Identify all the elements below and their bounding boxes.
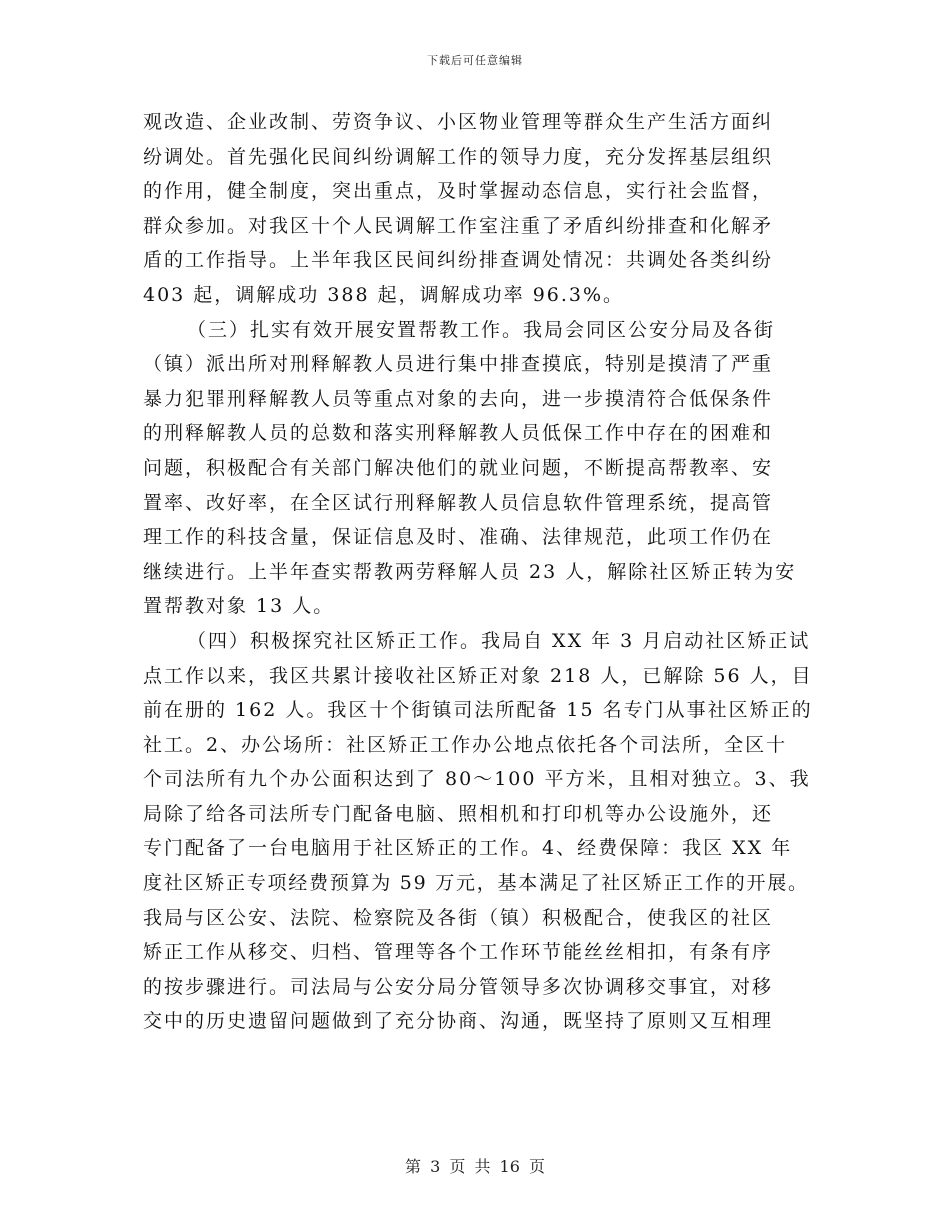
text-line: （三）扎实有效开展安置帮教工作。我局会同区公安分局及各街 — [187, 318, 776, 341]
text-line: 的作用，健全制度，突出重点，及时掌握动态信息，实行社会监督， — [143, 180, 774, 203]
page-header: 下载后可任意编辑 — [427, 54, 523, 67]
text-line: 度社区矫正专项经费预算为 59 万元，基本满足了社区矫正工作的开展。 — [143, 872, 809, 895]
text-line: 交中的历史遗留问题做到了充分协商、沟通，既坚持了原则又互相理 — [143, 1010, 774, 1033]
text-line: （镇）派出所对刑释解教人员进行集中排查摸底，特别是摸清了严重 — [143, 353, 774, 376]
page-number: 第 3 页 共 16 页 — [405, 1157, 545, 1176]
text-line: 纷调处。首先强化民间纠纷调解工作的领导力度，充分发挥基层组织 — [143, 145, 774, 168]
text-line: 群众参加。对我区十个人民调解工作室注重了矛盾纠纷排查和化解矛 — [143, 214, 774, 237]
text-line: 观改造、企业改制、劳资争议、小区物业管理等群众生产生活方面纠 — [143, 111, 774, 133]
text-line: 置率、改好率，在全区试行刑释解教人员信息软件管理系统，提高管 — [143, 491, 774, 514]
text-line: 专门配备了一台电脑用于社区矫正的工作。4、经费保障：我区 XX 年 — [143, 837, 793, 860]
text-line: 盾的工作指导。上半年我区民间纠纷排查调处情况：共调处各类纠纷 — [143, 249, 774, 272]
document-body — [143, 105, 813, 1039]
text-line: 个司法所有九个办公面积达到了 80～100 平方米，且相对独立。3、我 — [143, 768, 811, 791]
text-line: 的刑释解教人员的总数和落实刑释解教人员低保工作中存在的困难和 — [143, 422, 774, 445]
text-line: 的按步骤进行。司法局与公安分局分管领导多次协调移交事宜，对移 — [143, 975, 774, 998]
text-line: 继续进行。上半年查实帮教两劳释解人员 23 人，解除社区矫正转为安 — [143, 560, 797, 583]
text-line: 问题，积极配合有关部门解决他们的就业问题，不断提高帮教率、安 — [143, 456, 774, 479]
text-line: 点工作以来，我区共累计接收社区矫正对象 218 人，已解除 56 人，目 — [143, 664, 813, 687]
text-line: 暴力犯罪刑释解教人员等重点对象的去向，进一步摸清符合低保条件 — [143, 387, 774, 410]
text-line: 社工。2、办公场所：社区矫正工作办公地点依托各个司法所，全区十 — [143, 733, 788, 756]
text-line: 403 起，调解成功 388 起，调解成功率 96.3%。 — [143, 283, 625, 306]
text-line: （四）积极探究社区矫正工作。我局自 XX 年 3 月启动社区矫正试 — [187, 629, 811, 652]
text-line: 矫正工作从移交、归档、管理等各个工作环节能丝丝相扣，有条有序 — [143, 941, 774, 964]
text-line: 前在册的 162 人。我区十个街镇司法所配备 15 名专门从事社区矫正的 — [143, 699, 813, 722]
text-line: 局除了给各司法所专门配备电脑、照相机和打印机等办公设施外，还 — [143, 802, 774, 825]
text-line: 理工作的科技含量，保证信息及时、准确、法律规范，此项工作仍在 — [143, 526, 774, 549]
text-line: 我局与区公安、法院、检察院及各街（镇）积极配合，使我区的社区 — [143, 906, 774, 929]
text-line: 置帮教对象 13 人。 — [143, 595, 335, 618]
